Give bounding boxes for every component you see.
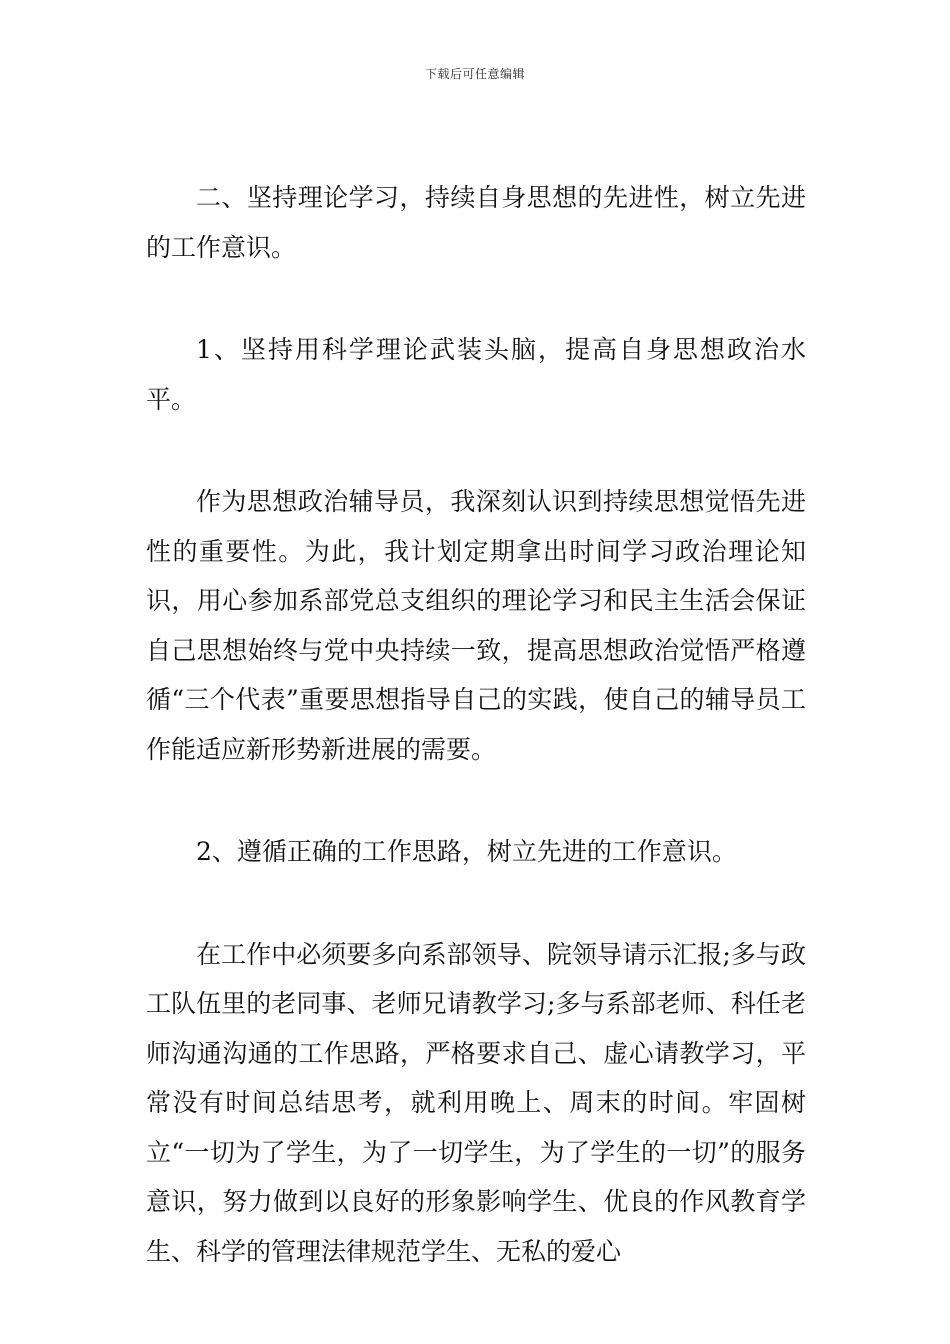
page-header: 下载后可任意编辑 — [424, 67, 525, 81]
subsection-heading-2: 2、遵循正确的工作思路，树立先进的工作意识。 — [196, 837, 737, 866]
body-paragraph-2: 在工作中必须要多向系部领导、院领导请示汇报;多与政工队伍里的老同事、老师兄请教学习;多与系部老师、科任老师沟通沟通的工作思路，严格要求自己、虚心请教学习，平常没有时间总结思考，就利用晚上、周末的时间。牢固树立“一切为了学生，为了一切学生，为了学生的一切”的服务意识，努力做到以良好的形象影响学生、优良的作风教育学生、科学的管理法律规范学生、无私的爱心 — [146, 939, 806, 1266]
document-body — [146, 173, 806, 1276]
paragraph-gap — [146, 272, 806, 325]
paragraph-gap — [146, 774, 806, 827]
section-heading: 二、坚持理论学习，持续自身思想的先进性，树立先进的工作意识。 — [146, 183, 806, 262]
paragraph-gap — [146, 877, 806, 930]
paragraph-gap — [146, 424, 806, 477]
subsection-heading-1: 1、坚持用科学理论武装头脑，提高自身思想政治水平。 — [146, 335, 806, 414]
body-paragraph-1: 作为思想政治辅导员，我深刻认识到持续思想觉悟先进性的重要性。为此，我计划定期拿出时间学习政治理论知识，用心参加系部党总支组织的理论学习和民主生活会保证自己思想始终与党中央持续一致，提高思想政治觉悟严格遵循“三个代表”重要思想指导自己的实践，使自己的辅导员工作能适应新形势新进展的需要。 — [146, 487, 806, 764]
